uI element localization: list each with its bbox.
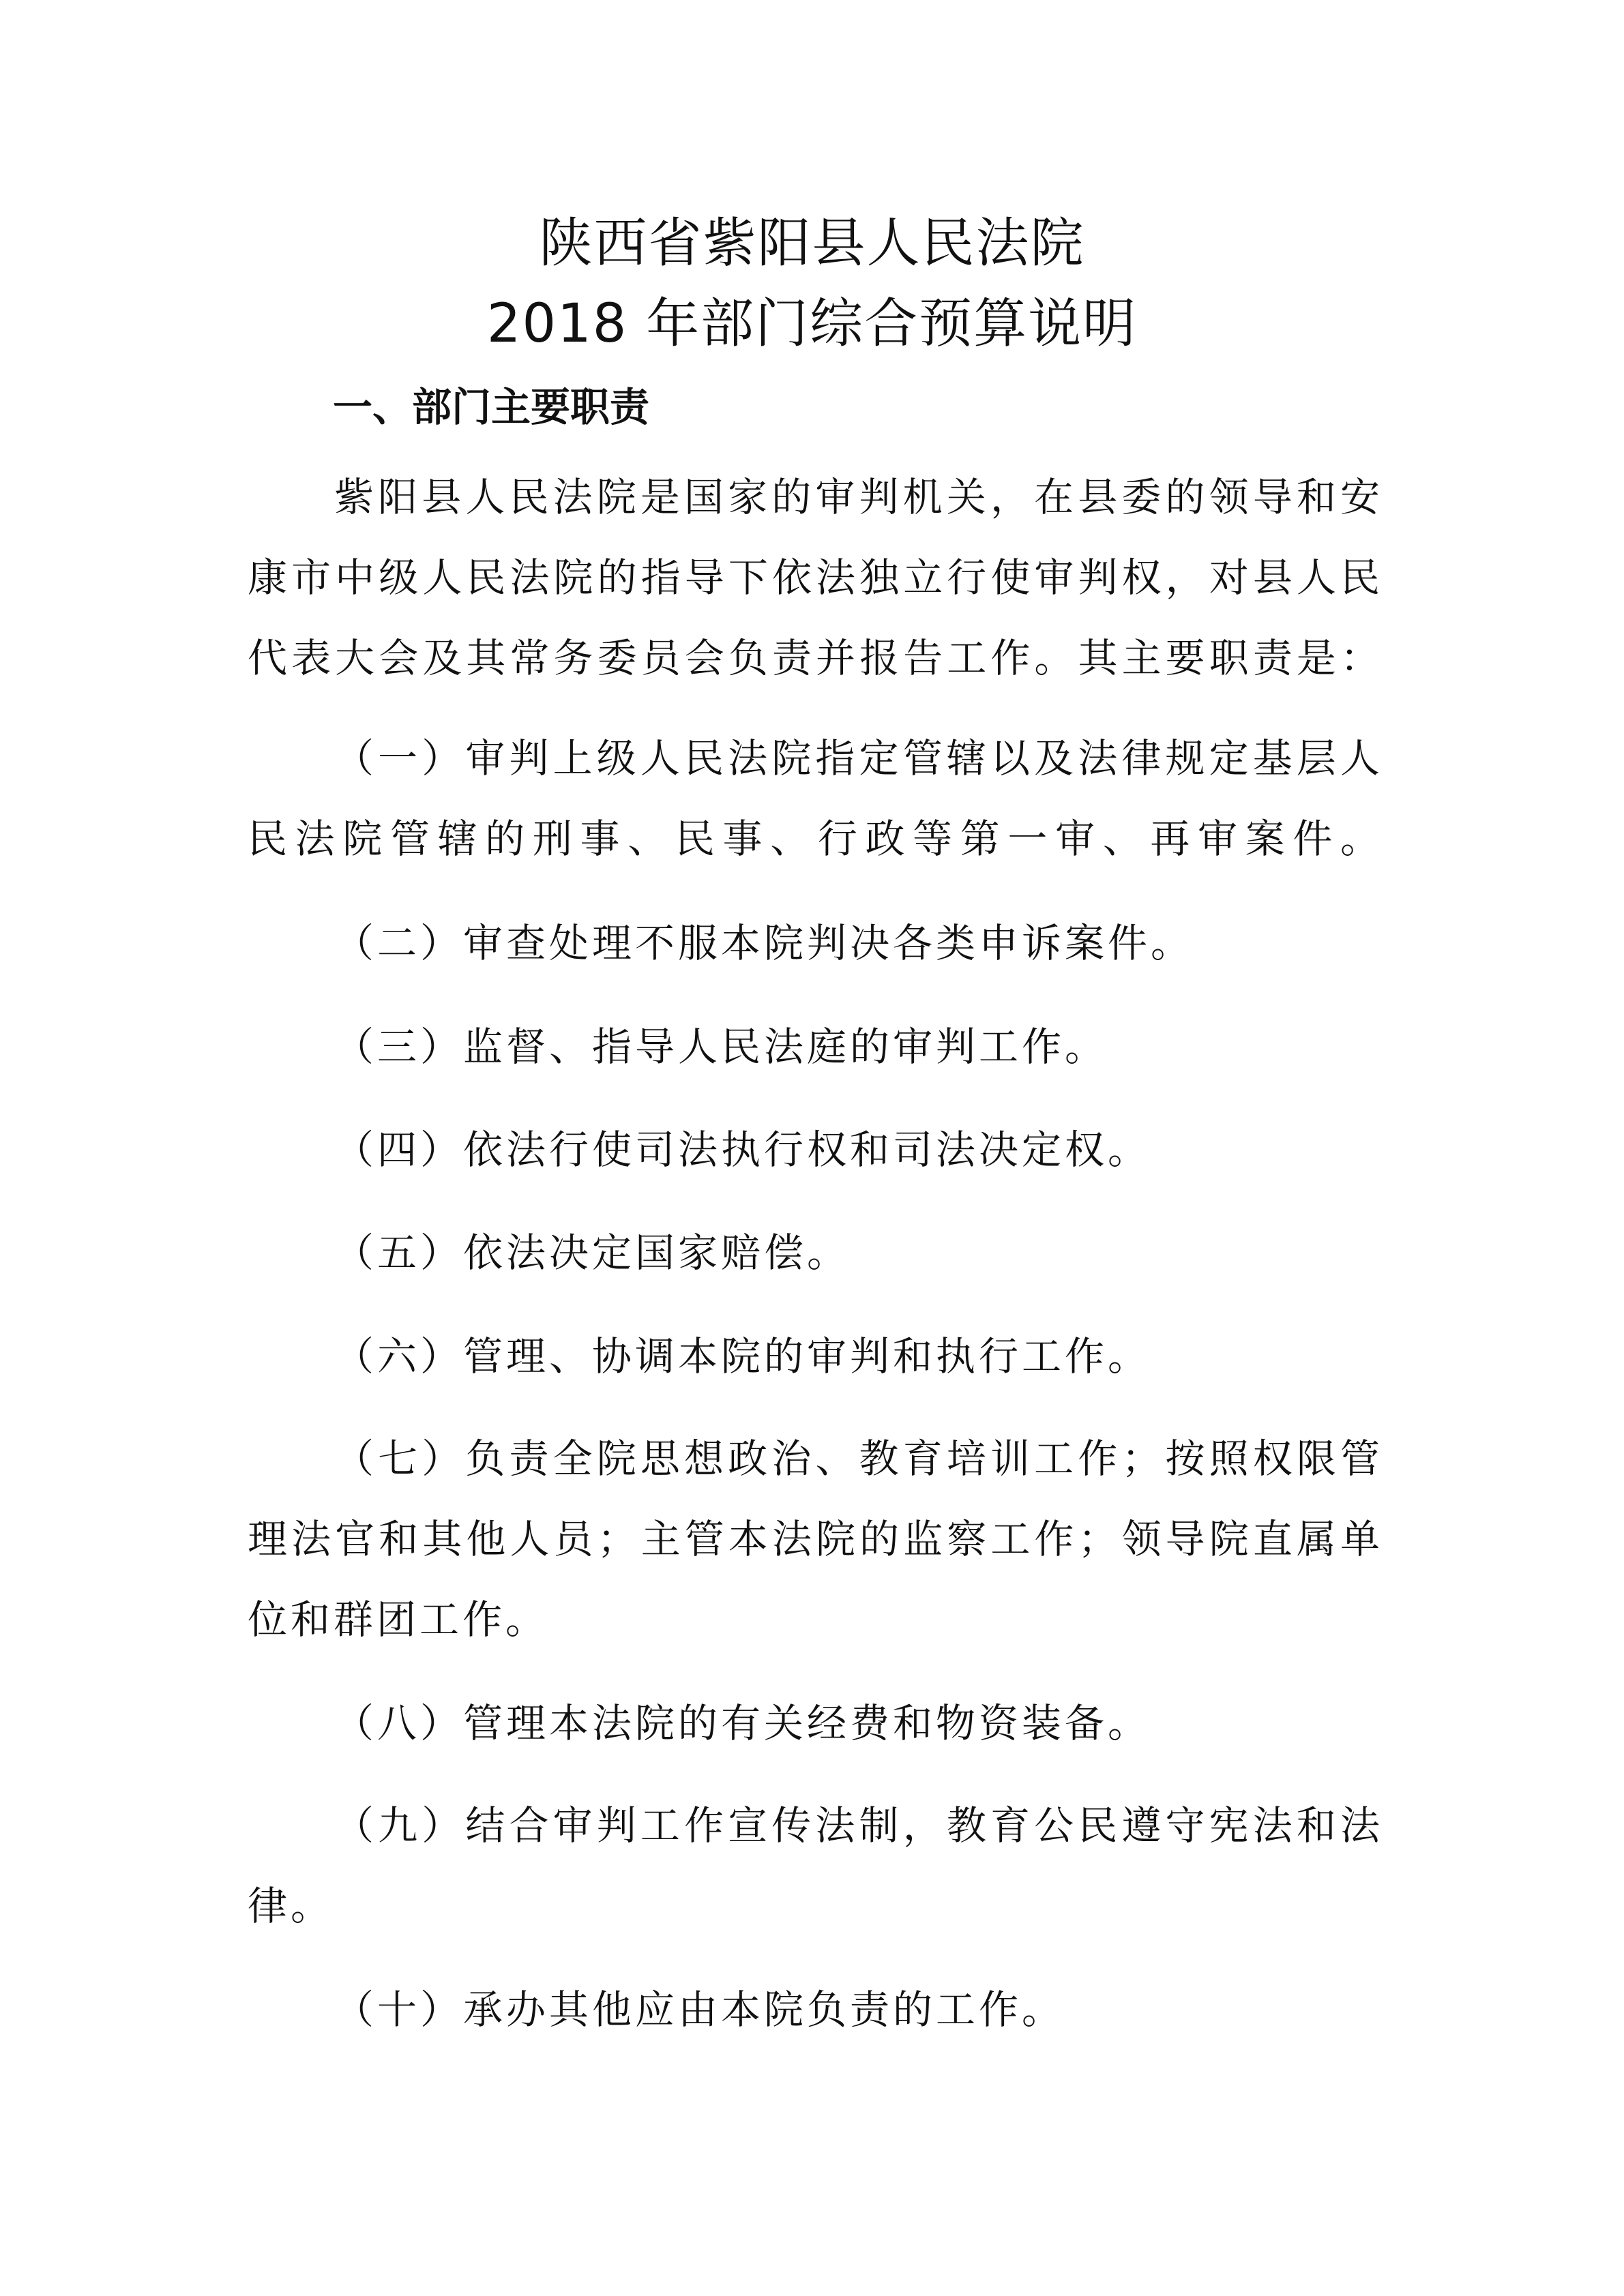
duty-line: （十）承办其他应由本院负责的工作。 bbox=[334, 1986, 1065, 2033]
duty-line: （九）结合审判工作宣传法制，教育公民遵守宪法和法 bbox=[334, 1802, 1383, 1849]
paragraph-line: 紫阳县人民法院是国家的审判机关，在县委的领导和安 bbox=[334, 474, 1383, 520]
duty-line: 理法官和其他人员；主管本法院的监察工作；领导院直属单 bbox=[248, 1516, 1383, 1562]
duty-line: （一）审判上级人民法院指定管辖以及法律规定基层人 bbox=[334, 735, 1383, 781]
duty-line: 民法院管辖的刑事、民事、行政等第一审、再审案件。 bbox=[248, 816, 1383, 862]
paragraph-line: 康市中级人民法院的指导下依法独立行使审判权，对县人民 bbox=[248, 554, 1383, 601]
duty-line: （四）依法行使司法执行权和司法决定权。 bbox=[334, 1127, 1151, 1173]
document-title-line-2: 2018 年部门综合预算说明 bbox=[486, 293, 1138, 355]
duty-line: 位和群团工作。 bbox=[248, 1596, 549, 1643]
duty-line: （二）审查处理不服本院判决各类申诉案件。 bbox=[334, 920, 1194, 966]
duty-line: （三）监督、指导人民法庭的审判工作。 bbox=[334, 1024, 1108, 1070]
duty-line: （八）管理本法院的有关经费和物资装备。 bbox=[334, 1700, 1151, 1746]
duty-line: （六）管理、协调本院的审判和执行工作。 bbox=[334, 1333, 1151, 1380]
paragraph-line: 代表大会及其常务委员会负责并报告工作。其主要职责是： bbox=[248, 635, 1383, 681]
section-heading: 一、部门主要职责 bbox=[333, 384, 650, 430]
duty-line: （五）依法决定国家赔偿。 bbox=[334, 1229, 851, 1276]
duty-line: 律。 bbox=[248, 1883, 334, 1929]
document-title-line-1: 陕西省紫阳县人民法院 bbox=[539, 213, 1085, 274]
duty-line: （七）负责全院思想政治、教育培训工作；按照权限管 bbox=[334, 1435, 1383, 1482]
